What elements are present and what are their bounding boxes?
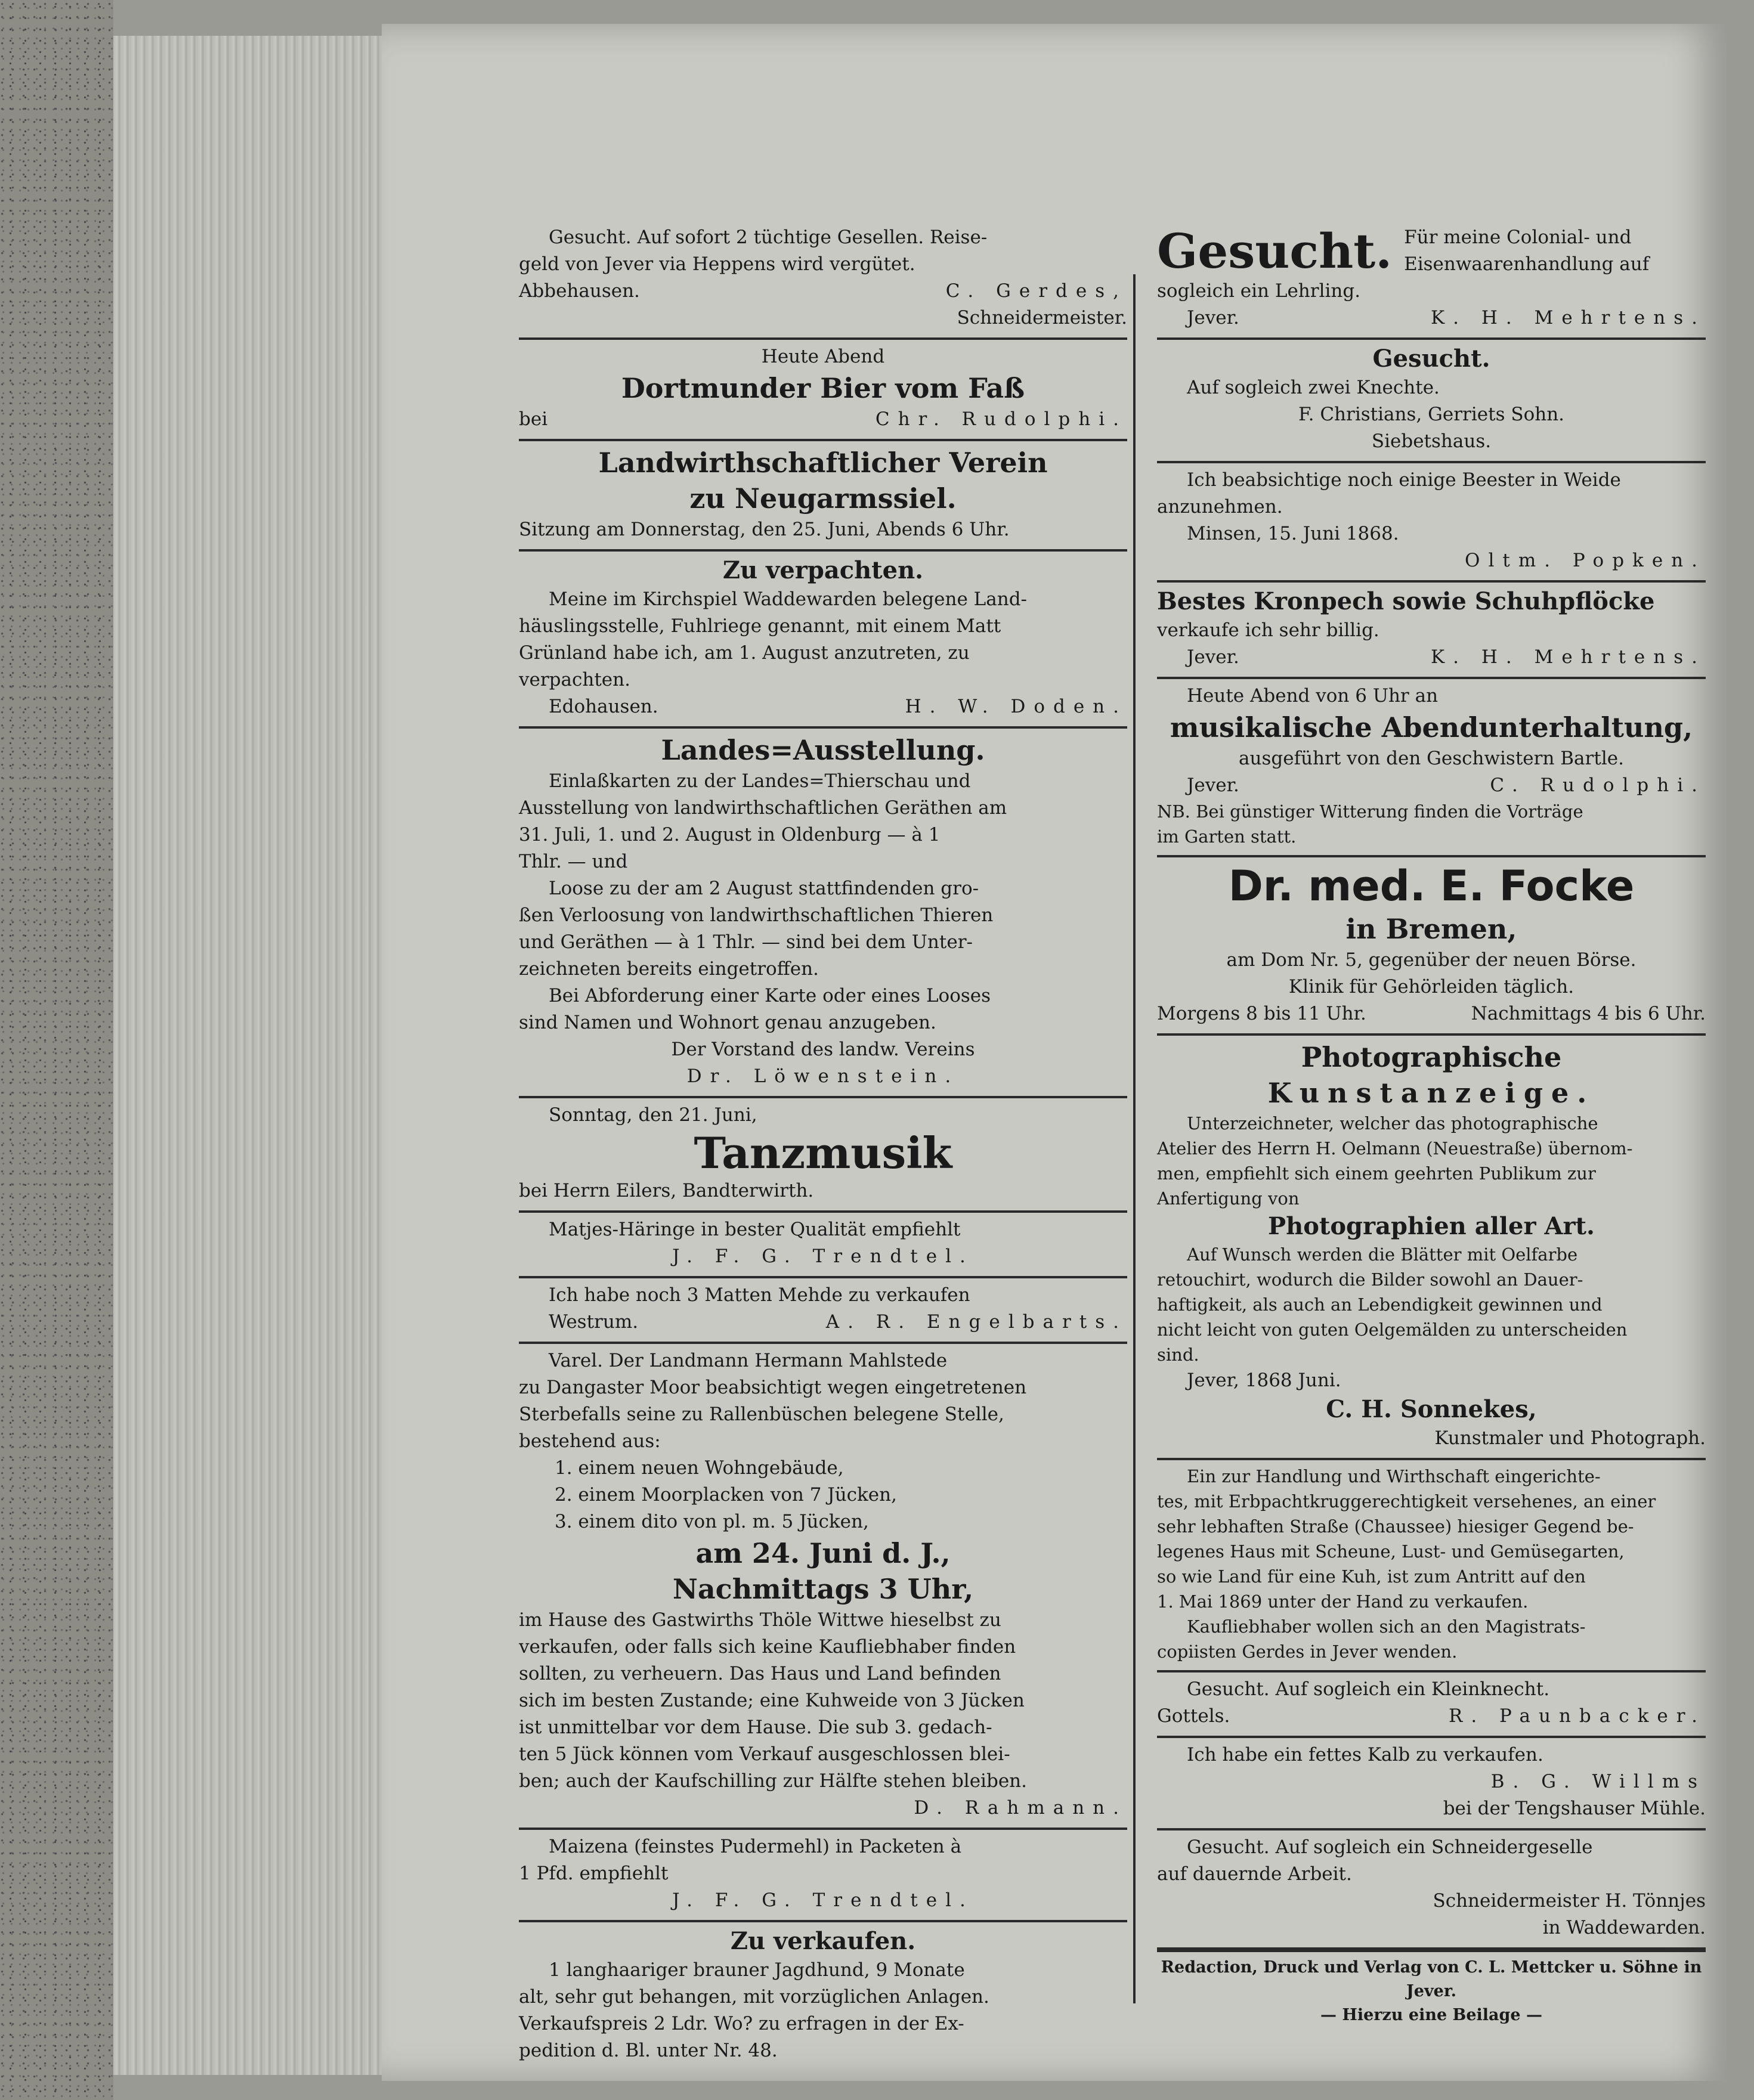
ad-headline: Bestes Kronpech sowie Schuhpflöcke bbox=[1157, 587, 1655, 615]
ad-pretext: Heute Abend von 6 Uhr an bbox=[1187, 685, 1439, 707]
list-item: 3. einem dito von pl. m. 5 Jücken, bbox=[555, 1511, 869, 1532]
list-item: 1. einem neuen Wohngebäude, bbox=[555, 1457, 844, 1479]
ad-gesucht-gerdes bbox=[519, 221, 1127, 340]
ad-place: Edohausen. bbox=[549, 696, 658, 717]
ad-text: Sterbefalls seine zu Rallenbüschen belegene Stelle, bbox=[519, 1404, 1004, 1425]
ad-headline: Gesucht. bbox=[1372, 345, 1490, 373]
ad-landes-ausstellung bbox=[519, 729, 1127, 1098]
ad-text: Meine im Kirchspiel Waddewarden belegene Land- bbox=[549, 589, 1028, 610]
ad-text: Für meine Colonial- und bbox=[1404, 227, 1632, 248]
ad-signature: C. Gerdes, bbox=[945, 280, 1127, 302]
ad-text: Matjes-Häringe in bester Qualität empfiehlt bbox=[549, 1219, 961, 1240]
ad-text: Verkaufspreis 2 Ldr. Wo? zu erfragen in der Ex- bbox=[519, 2013, 964, 2034]
ad-headline: Landes=Ausstellung. bbox=[661, 734, 985, 766]
ad-text: Einlaßkarten zu der Landes=Thierschau und bbox=[549, 770, 971, 792]
ad-signature: D. Rahmann. bbox=[914, 1797, 1127, 1819]
ad-date: Minsen, 15. Juni 1868. bbox=[1187, 523, 1399, 544]
ad-place: Jever. bbox=[1187, 307, 1239, 329]
ad-signature: F. Christians, Gerriets Sohn. bbox=[1298, 404, 1565, 425]
ad-signature: A. R. Engelbarts. bbox=[825, 1311, 1127, 1333]
imprint-footer bbox=[1157, 1950, 1706, 2033]
ad-text: Maizena (feinstes Pudermehl) in Packeten à bbox=[549, 1836, 962, 1857]
ad-signature: R. Paunbacker. bbox=[1448, 1705, 1706, 1727]
ad-beester-weide bbox=[1157, 463, 1706, 583]
ad-text: anzunehmen. bbox=[1157, 496, 1283, 518]
ad-gesucht-knechte bbox=[1157, 340, 1706, 463]
ad-headline: Gesucht. bbox=[1157, 223, 1393, 279]
ad-text: Bei Abforderung einer Karte oder eines Looses bbox=[549, 985, 991, 1006]
ad-text: 1. Mai 1869 unter der Hand zu verkaufen. bbox=[1157, 1591, 1529, 1612]
ad-landwirthschaftlicher-verein bbox=[519, 441, 1127, 552]
ad-signature: J. F. G. Trendtel. bbox=[672, 1890, 974, 1911]
ad-text: verkaufen, oder falls sich keine Kaufliebhaber finden bbox=[519, 1636, 1016, 1658]
ad-place: Gottels. bbox=[1157, 1705, 1230, 1727]
ad-text: tes, mit Erbpachtkruggerechtigkeit versehenes, an einer bbox=[1157, 1491, 1656, 1511]
ad-text: zu Dangaster Moor beabsichtigt wegen eingetretenen bbox=[519, 1377, 1027, 1398]
ad-text: und Geräthen — à 1 Thlr. — sind bei dem Unter- bbox=[519, 931, 973, 953]
ad-dortmunder-bier bbox=[519, 340, 1127, 441]
ad-varel-mahlstede bbox=[519, 1344, 1127, 1830]
ad-text: sehr lebhaften Straße (Chaussee) hiesiger Gegend be- bbox=[1157, 1516, 1634, 1537]
ad-text: retouchirt, wodurch die Bilder sowohl an Dauer- bbox=[1157, 1269, 1583, 1290]
ad-text: Gesucht. Auf sogleich ein Schneidergeselle bbox=[1187, 1836, 1593, 1858]
ad-abendunterhaltung bbox=[1157, 679, 1706, 857]
item-list bbox=[519, 1455, 1127, 1535]
ad-text: Anfertigung von bbox=[1157, 1188, 1300, 1209]
ad-zu-verpachten bbox=[519, 552, 1127, 729]
ad-text: Grünland habe ich, am 1. August anzutreten, zu bbox=[519, 642, 970, 664]
ad-text: Eisenwaarenhandlung auf bbox=[1404, 253, 1650, 275]
ad-text: sind Namen und Wohnort genau anzugeben. bbox=[519, 1012, 936, 1033]
ad-headline: Landwirthschaftlicher Verein bbox=[598, 447, 1048, 479]
imprint-text: Redaction, Druck und Verlag von C. L. Mettcker u. Söhne in Jever. bbox=[1161, 1958, 1702, 2000]
ad-schneidergeselle bbox=[1157, 1830, 1706, 1950]
ad-date: Jever, 1868 Juni. bbox=[1187, 1370, 1341, 1391]
ad-text: auf dauernde Arbeit. bbox=[1157, 1863, 1352, 1885]
ad-text: ten 5 Jück können vom Verkauf ausgeschlossen blei- bbox=[519, 1743, 1010, 1765]
ad-headline: Dortmunder Bier vom Faß bbox=[621, 372, 1025, 404]
ad-text: verkaufe ich sehr billig. bbox=[1157, 620, 1379, 641]
ad-text: Ich habe noch 3 Matten Mehde zu verkaufen bbox=[549, 1284, 970, 1306]
ad-place: Abbehausen. bbox=[519, 280, 640, 302]
ad-place: Westrum. bbox=[549, 1311, 639, 1333]
book-spine bbox=[0, 0, 113, 2100]
right-column bbox=[1157, 221, 1706, 2033]
ad-text: Sitzung am Donnerstag, den 25. Juni, Abends 6 Uhr. bbox=[519, 519, 1010, 540]
ad-text: bei bbox=[519, 408, 548, 430]
ad-text: nicht leicht von guten Oelgemälden zu unterscheiden bbox=[1157, 1320, 1628, 1340]
ad-signature-title: Schneidermeister. bbox=[957, 307, 1127, 329]
page-edges bbox=[113, 36, 382, 2075]
ad-kleinknecht bbox=[1157, 1672, 1706, 1738]
ad-pretext: Heute Abend bbox=[761, 346, 885, 367]
ad-place: Siebetshaus. bbox=[1371, 430, 1492, 452]
ad-text: sind. bbox=[1157, 1345, 1199, 1365]
ad-kronpech bbox=[1157, 583, 1706, 679]
ad-signature: K. H. Mehrtens. bbox=[1430, 646, 1706, 668]
ad-photographische-kunstanzeige bbox=[1157, 1036, 1706, 1460]
ad-place: in Waddewarden. bbox=[1542, 1917, 1706, 1938]
ad-place: bei der Tengshauser Mühle. bbox=[1443, 1798, 1706, 1819]
ad-text: sollten, zu verheuern. Das Haus und Land befinden bbox=[519, 1663, 1001, 1684]
list-item: 2. einem Moorplacken von 7 Jücken, bbox=[555, 1484, 897, 1506]
ad-text: im Hause des Gastwirths Thöle Wittwe hieselbst zu bbox=[519, 1609, 1001, 1631]
ad-text: sich im besten Zustande; eine Kuhweide von 3 Jücken bbox=[519, 1690, 1025, 1711]
ad-text: am Dom Nr. 5, gegenüber der neuen Börse. bbox=[1226, 949, 1637, 971]
ad-text: so wie Land für eine Kuh, ist zum Antritt auf den bbox=[1157, 1566, 1586, 1587]
ad-text: sogleich ein Lehrling. bbox=[1157, 280, 1361, 302]
ad-signature: C. Rudolphi. bbox=[1490, 775, 1706, 796]
ad-text: pedition d. Bl. unter Nr. 48. bbox=[519, 2040, 778, 2061]
ad-headline: zu Neugarmssiel. bbox=[689, 482, 957, 515]
ad-signature: Schneidermeister H. Tönnjes bbox=[1433, 1890, 1706, 1912]
ad-text: Ein zur Handlung und Wirthschaft eingerichte- bbox=[1187, 1466, 1601, 1486]
ad-date: Sonntag, den 21. Juni, bbox=[549, 1104, 757, 1126]
ad-place: Jever. bbox=[1187, 775, 1239, 796]
column-divider bbox=[1133, 274, 1136, 2003]
ad-subheadline: in Bremen, bbox=[1345, 913, 1517, 945]
ad-text: Loose zu der am 2 August stattfindenden gro- bbox=[549, 878, 979, 899]
ad-text: 1 Pfd. empfiehlt bbox=[519, 1863, 669, 1884]
ad-text: Klinik für Gehörleiden täglich. bbox=[1288, 976, 1574, 998]
ad-text: Ich habe ein fettes Kalb zu verkaufen. bbox=[1187, 1744, 1543, 1766]
ad-place: Jever. bbox=[1187, 646, 1239, 668]
ad-dr-focke bbox=[1157, 857, 1706, 1036]
ad-fettes-kalb bbox=[1157, 1738, 1706, 1830]
ad-text: ben; auch der Kaufschilling zur Hälfte stehen bleiben. bbox=[519, 1770, 1027, 1792]
ad-signature: Der Vorstand des landw. Vereins bbox=[671, 1039, 975, 1060]
ad-text: Kaufliebhaber wollen sich an den Magistrats- bbox=[1187, 1616, 1586, 1637]
ad-text: ist unmittelbar vor dem Hause. Die sub 3. gedach- bbox=[519, 1717, 992, 1738]
ad-headline: Photographische bbox=[1301, 1041, 1562, 1073]
ad-text: Morgens 8 bis 11 Uhr. bbox=[1157, 1003, 1366, 1024]
ad-jagdhund bbox=[519, 1922, 1127, 2070]
ad-text: geld von Jever via Heppens wird vergütet. bbox=[519, 253, 915, 275]
ad-note: NB. Bei günstiger Witterung finden die Vorträge bbox=[1157, 801, 1583, 822]
ad-headline: Tanzmusik bbox=[694, 1128, 952, 1178]
ad-matjes-haeringe bbox=[519, 1213, 1127, 1278]
ad-headline: Kunstanzeige. bbox=[1267, 1077, 1595, 1109]
ad-signature: K. H. Mehrtens. bbox=[1430, 307, 1706, 329]
newspaper-page bbox=[382, 24, 1727, 2081]
left-column bbox=[519, 221, 1127, 2070]
ad-text: Atelier des Herrn H. Oelmann (Neuestraße) übernom- bbox=[1157, 1138, 1633, 1159]
ad-tanzmusik bbox=[519, 1098, 1127, 1213]
ad-signature: B. G. Willms bbox=[1490, 1771, 1706, 1792]
ad-text: Gesucht. Auf sofort 2 tüchtige Gesellen. Reise- bbox=[549, 227, 988, 248]
ad-signature-title: Kunstmaler und Photograph. bbox=[1434, 1427, 1706, 1449]
ad-text: häuslingsstelle, Fuhlriege genannt, mit einem Matt bbox=[519, 615, 1001, 637]
ad-text: Unterzeichneter, welcher das photographische bbox=[1187, 1113, 1598, 1133]
ad-text: 1 langhaariger brauner Jagdhund, 9 Monate bbox=[549, 1959, 965, 1981]
ad-headline: Dr. med. E. Focke bbox=[1228, 862, 1635, 910]
ad-text: copiisten Gerdes in Jever wenden. bbox=[1157, 1641, 1458, 1662]
ad-text: Auf sogleich zwei Knechte. bbox=[1187, 377, 1440, 398]
ad-maizena bbox=[519, 1830, 1127, 1922]
ad-text: Nachmittags 4 bis 6 Uhr. bbox=[1471, 1003, 1706, 1024]
ad-headline: am 24. Juni d. J., bbox=[695, 1537, 951, 1569]
ad-note: im Garten statt. bbox=[1157, 826, 1297, 847]
ad-text: men, empfiehlt sich einem geehrten Publikum zur bbox=[1157, 1163, 1596, 1184]
ad-signature: H. W. Doden. bbox=[905, 696, 1127, 717]
ad-headline: Nachmittags 3 Uhr, bbox=[672, 1573, 974, 1605]
ad-headline: musikalische Abendunterhaltung, bbox=[1170, 711, 1693, 744]
ad-text: haftigkeit, als auch an Lebendigkeit gewinnen und bbox=[1157, 1294, 1603, 1315]
ad-text: zeichneten bereits eingetroffen. bbox=[519, 958, 819, 980]
ad-text: 31. Juli, 1. und 2. August in Oldenburg — à 1 bbox=[519, 824, 941, 845]
ad-matten-mehde bbox=[519, 1278, 1127, 1344]
ad-text: bei Herrn Eilers, Bandterwirth. bbox=[519, 1180, 814, 1201]
ad-signature: Oltm. Popken. bbox=[1465, 550, 1706, 571]
ad-signature: J. F. G. Trendtel. bbox=[672, 1246, 974, 1267]
ad-gesucht-lehrling bbox=[1157, 221, 1706, 340]
ad-signature: Dr. Löwenstein. bbox=[686, 1066, 960, 1087]
ad-headline: Zu verpachten. bbox=[722, 556, 924, 584]
ad-text: Varel. Der Landmann Hermann Mahlstede bbox=[549, 1350, 948, 1371]
ad-signature: C. H. Sonnekes, bbox=[1326, 1395, 1537, 1423]
ad-text: bestehend aus: bbox=[519, 1430, 661, 1452]
ad-text: ausgeführt von den Geschwistern Bartle. bbox=[1239, 748, 1624, 769]
ad-text: Auf Wunsch werden die Blätter mit Oelfarbe bbox=[1187, 1244, 1578, 1265]
ad-text: alt, sehr gut behangen, mit vorzüglichen Anlagen. bbox=[519, 1986, 989, 2008]
ad-text: Thlr. — und bbox=[519, 851, 628, 872]
ad-text: Gesucht. Auf sogleich ein Kleinknecht. bbox=[1187, 1678, 1550, 1700]
ad-text: ßen Verloosung von landwirthschaftlichen Thieren bbox=[519, 905, 994, 926]
ad-headline: Zu verkaufen. bbox=[730, 1927, 916, 1955]
supplement-note: — Hierzu eine Beilage — bbox=[1320, 2006, 1543, 2024]
ad-text: verpachten. bbox=[519, 669, 630, 690]
ad-haus-verkauf bbox=[1157, 1460, 1706, 1672]
ad-subheadline: Photographien aller Art. bbox=[1268, 1212, 1595, 1240]
ad-text: Ausstellung von landwirthschaftlichen Geräthen am bbox=[519, 797, 1007, 819]
ad-signature: Chr. Rudolphi. bbox=[875, 408, 1127, 430]
ad-text: Ich beabsichtige noch einige Beester in Weide bbox=[1187, 469, 1621, 491]
ad-text: legenes Haus mit Scheune, Lust- und Gemüsegarten, bbox=[1157, 1541, 1625, 1562]
